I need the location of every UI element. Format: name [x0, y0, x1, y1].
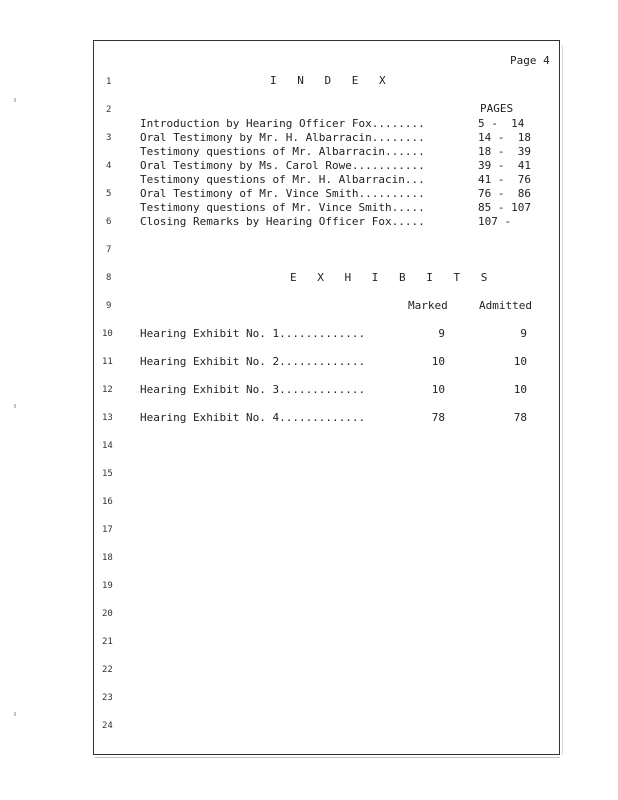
index-entry-pages: 14 - 18: [478, 131, 531, 144]
index-entry-name: Closing Remarks by Hearing Officer Fox.....: [140, 215, 425, 228]
line-number: 22: [102, 665, 113, 675]
index-entry-pages: 107 -: [478, 215, 512, 228]
line-number: 23: [102, 693, 113, 703]
exhibits-title: E X H I B I T S: [290, 271, 495, 284]
line-number: 8: [106, 273, 112, 283]
index-entry-name: Testimony questions of Mr. H. Albarracin...: [140, 173, 425, 186]
line-number: 9: [106, 301, 112, 311]
index-entry-name: Oral Testimony of Mr. Vince Smith..........: [140, 187, 425, 200]
line-number: 20: [102, 609, 113, 619]
line-number: 19: [102, 581, 113, 591]
exhibit-admitted: 9: [520, 327, 527, 340]
index-entry-name: Oral Testimony by Ms. Carol Rowe...........: [140, 159, 425, 172]
line-number: 24: [102, 721, 113, 731]
line-number: 12: [102, 385, 113, 395]
exhibit-admitted: 78: [513, 411, 527, 424]
index-entry-name: Oral Testimony by Mr. H. Albarracin........: [140, 131, 425, 144]
line-number: 14: [102, 441, 113, 451]
exhibit-name: Hearing Exhibit No. 2.............: [140, 355, 366, 368]
exhibit-admitted: 10: [513, 355, 527, 368]
line-number: 15: [102, 469, 113, 479]
line-number: 18: [102, 553, 113, 563]
page-label: Page 4: [510, 54, 550, 67]
exhibit-marked: 10: [431, 383, 445, 396]
index-title: I N D E X: [270, 74, 393, 87]
index-entry-pages: 85 - 107: [478, 201, 531, 214]
line-number: 4: [106, 161, 112, 171]
scan-artifact-line: [562, 45, 563, 755]
index-entry-name: Testimony questions of Mr. Vince Smith.....: [140, 201, 425, 214]
index-entry-pages: 41 - 76: [478, 173, 531, 186]
line-number: 3: [106, 133, 112, 143]
scan-speck: [14, 98, 16, 102]
exhibit-name: Hearing Exhibit No. 1.............: [140, 327, 366, 340]
line-number: 6: [106, 217, 112, 227]
exhibit-marked: 10: [431, 355, 445, 368]
line-number: 11: [102, 357, 113, 367]
marked-column-header: Marked: [408, 299, 448, 312]
index-entry-pages: 18 - 39: [478, 145, 531, 158]
exhibit-marked: 9: [438, 327, 445, 340]
line-number: 10: [102, 329, 113, 339]
line-number: 17: [102, 525, 113, 535]
line-number: 7: [106, 245, 112, 255]
line-number: 21: [102, 637, 113, 647]
pages-header: PAGES: [480, 102, 514, 115]
exhibit-marked: 78: [431, 411, 445, 424]
line-number: 5: [106, 189, 112, 199]
index-entry-pages: 5 - 14: [478, 117, 525, 130]
transcript-page: [93, 40, 560, 755]
exhibit-name: Hearing Exhibit No. 4.............: [140, 411, 366, 424]
index-entry-name: Testimony questions of Mr. Albarracin......: [140, 145, 425, 158]
index-entry-pages: 39 - 41: [478, 159, 531, 172]
scan-artifact-line: [95, 757, 560, 758]
line-number: 16: [102, 497, 113, 507]
line-number: 13: [102, 413, 113, 423]
scan-speck: [14, 404, 16, 408]
line-number: 1: [106, 77, 112, 87]
line-number: 2: [106, 105, 112, 115]
index-entry-name: Introduction by Hearing Officer Fox........: [140, 117, 425, 130]
index-entry-pages: 76 - 86: [478, 187, 531, 200]
exhibit-name: Hearing Exhibit No. 3.............: [140, 383, 366, 396]
admitted-column-header: Admitted: [479, 299, 532, 312]
exhibit-admitted: 10: [513, 383, 527, 396]
scan-speck: [14, 712, 16, 716]
